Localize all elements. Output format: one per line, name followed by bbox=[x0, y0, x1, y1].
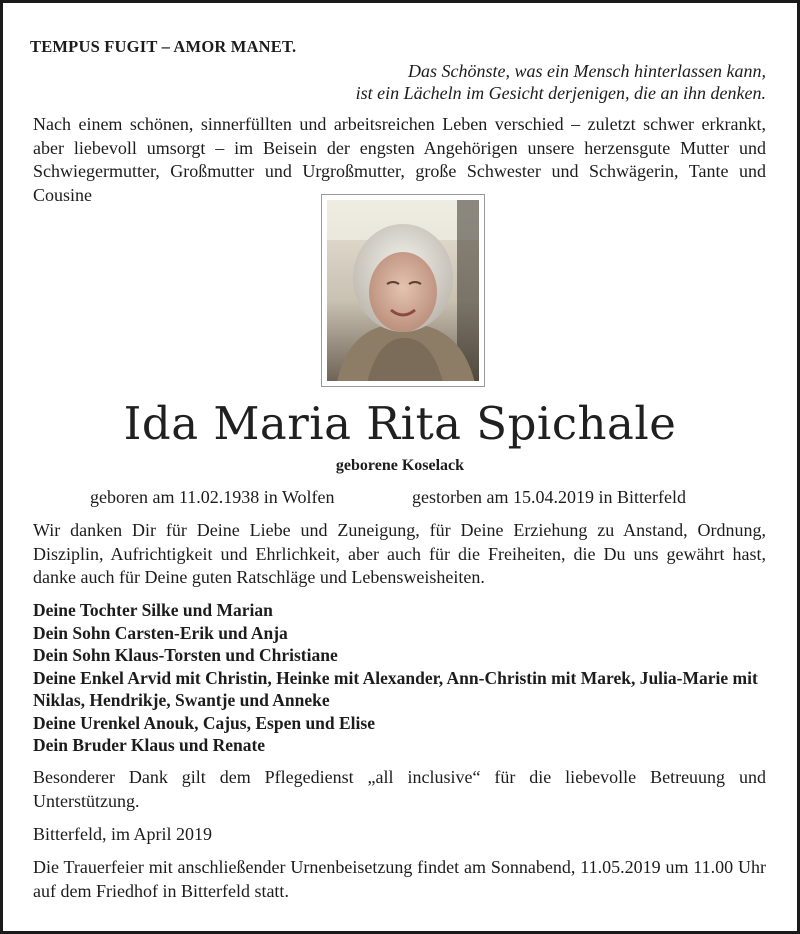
family-line: Dein Sohn Klaus-Torsten und Christiane bbox=[33, 645, 338, 665]
thanks-text: Wir danken Dir für Deine Liebe und Zuneigung, für Deine Erziehung zu Anstand, Ordnung, Disziplin, Aufrichtigkeit und Ehrlichkeit, aber auch für die Freiheiten, die Du uns gewährt hast, danke auch für Deine guten Ratschläge und Lebensweisheiten. bbox=[33, 520, 766, 587]
quote-line-2: ist ein Lächeln im Gesicht derjenigen, die an ihn denken. bbox=[355, 83, 766, 103]
birth-info: geboren am 11.02.1938 in Wolfen bbox=[90, 487, 335, 507]
maiden-name: geborene Koselack bbox=[335, 457, 465, 474]
place-date: Bitterfeld, im April 2019 bbox=[33, 824, 212, 844]
portrait-image bbox=[327, 200, 479, 381]
special-thanks: Besonderer Dank gilt dem Pflegedienst „all inclusive“ für die liebevolle Betreuung und Unterstützung. bbox=[33, 767, 766, 811]
family-line: Deine Tochter Silke und Marian bbox=[33, 600, 273, 620]
family-line: Deine Enkel Arvid mit Christin, Heinke mit Alexander, Ann-Christin mit Marek, Julia-Marie mit Niklas, Hendrikje, Swantje und Anneke bbox=[33, 667, 758, 710]
quote bbox=[356, 60, 766, 104]
death-info: gestorben am 15.04.2019 in Bitterfeld bbox=[412, 487, 686, 507]
family-list bbox=[33, 599, 766, 757]
family-line: Dein Sohn Carsten-Erik und Anja bbox=[33, 622, 288, 643]
quote-line-1: Das Schönste, was ein Mensch hinterlassen kann, bbox=[408, 61, 766, 81]
family-line: Dein Bruder Klaus und Renate bbox=[33, 735, 266, 755]
family-line: Deine Urenkel Anouk, Cajus, Espen und Elise bbox=[33, 712, 375, 733]
ceremony-info: Die Trauerfeier mit anschließender Urnenbeisetzung findet am Sonnabend, 11.05.2019 um 11.00 Uhr auf dem Friedhof in Bitterfeld statt. bbox=[33, 857, 766, 901]
motto: TEMPUS FUGIT – AMOR MANET. bbox=[30, 37, 297, 56]
portrait-photo bbox=[321, 194, 485, 387]
intro-text: Nach einem schönen, sinnerfüllten und arbeitsreichen Leben verschied – zuletzt schwer erkrankt, aber liebevoll umsorgt – im Beisein der engsten Angehörigen unsere herzensgute Mutter und Schwiegermutter, Großmutter und Urgroßmutter, große Schwester und Schwägerin, Tante und Cousine bbox=[33, 114, 766, 205]
deceased-name: Ida Maria Rita Spichale bbox=[123, 397, 677, 450]
